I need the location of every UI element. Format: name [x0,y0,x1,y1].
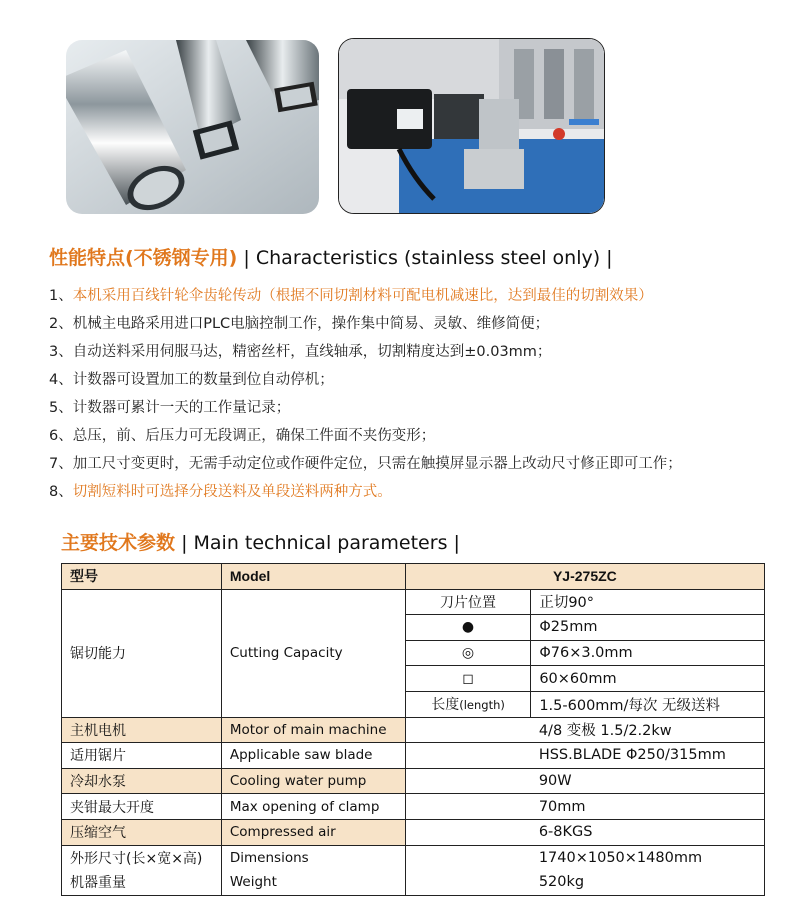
params-table [61,563,765,896]
feature-item: 5、计数器可累计一天的工作量记录； [49,400,291,416]
feature-item: 4、计数器可设置加工的数量到位自动停机； [49,372,334,388]
round-tube-icon: ◎ [405,640,531,666]
feature-item: 1、本机采用百线针轮伞齿轮传动（根据不同切割材料可配电机减速比，达到最佳的切割效果） [49,288,653,304]
table-row: 主机电机 Motor of main machine 4/8 变极 1.5/2.2kw [62,717,765,743]
length-label: 长度(length) [405,691,531,717]
stainless-tubes-photo [66,40,319,214]
round-solid-value: Φ25mm [531,615,765,641]
characteristics-title-en: | Characteristics (stainless steel only) | [243,247,613,269]
cutting-label-cn: 锯切能力 [62,589,222,717]
params-title-cn: 主要技术参数 [61,532,176,554]
table-row [62,589,765,615]
model-label-en: Model [221,564,405,590]
round-tube-value: Φ76×3.0mm [531,640,765,666]
feature-item: 7、加工尺寸变更时，无需手动定位或作硬件定位，只需在触摸屏显示器上改动尺寸修正即可工作； [49,456,682,472]
feature-item: 3、自动送料采用伺服马达，精密丝杆，直线轴承，切割精度达到±0.03mm； [49,344,552,360]
blade-position-value: 正切90° [531,589,765,615]
table-row [62,564,765,590]
params-heading [61,528,460,555]
characteristics-title-cn: 性能特点(不锈钢专用) [49,247,238,269]
round-solid-icon: ● [405,615,531,641]
params-title-en: | Main technical parameters | [181,532,460,554]
model-label-cn: 型号 [62,564,222,590]
feature-list [49,285,682,509]
table-row: 压缩空气 Compressed air 6-8KGS [62,819,765,845]
table-row: 冷却水泵 Cooling water pump 90W [62,768,765,794]
table-row: 夹钳最大开度 Max opening of clamp 70mm [62,794,765,820]
square-tube-icon: ◻ [405,666,531,692]
table-row: 外形尺寸(长×宽×高) Dimensions 1740×1050×1480mm [62,845,765,870]
feature-item: 8、切割短料时可选择分段送料及单段送料两种方式。 [49,484,392,500]
feature-item: 6、总压，前、后压力可无段调正，确保工件面不夹伤变形； [49,428,436,444]
table-row: 机器重量 Weight 520kg [62,870,765,895]
table-row: 适用锯片 Applicable saw blade HSS.BLADE Φ250/315mm [62,743,765,769]
square-tube-value: 60×60mm [531,666,765,692]
blade-position-label: 刀片位置 [405,589,531,615]
feature-item: 2、机械主电路采用进口PLC电脑控制工作，操作集中简易、灵敏、维修简便； [49,316,550,332]
cutting-label-en: Cutting Capacity [221,589,405,717]
characteristics-heading [49,243,613,270]
saw-machine-photo [338,38,605,214]
length-value: 1.5-600mm/每次 无级送料 [531,691,765,717]
model-value: YJ-275ZC [405,564,764,590]
